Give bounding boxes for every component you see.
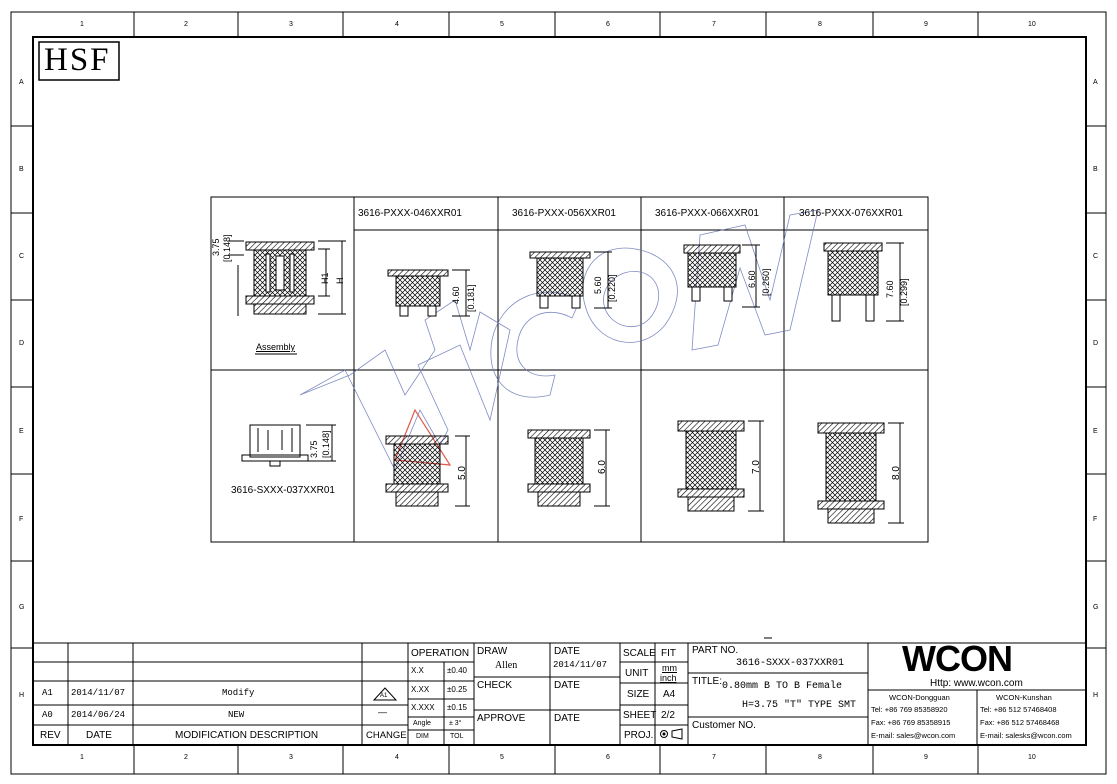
sheet-value: 2/2 — [661, 710, 675, 721]
kunshan-email: E-mail: salesks@wcon.com — [980, 731, 1072, 740]
kunshan-name: WCON-Kunshan — [996, 693, 1052, 702]
tol-angle-val: ± 3° — [449, 720, 462, 727]
draw-value: Allen — [495, 660, 518, 671]
stack-dim-6: 6.0 — [597, 460, 608, 474]
scale-label: SCALE — [623, 648, 656, 659]
zone-left-f: F — [19, 516, 24, 523]
plug-dim-076: 7.60 — [885, 280, 895, 298]
projection-symbol — [661, 729, 683, 739]
zone-left-d: D — [19, 340, 25, 347]
zone-bottom-5: 5 — [500, 754, 504, 761]
size-label: SIZE — [627, 689, 650, 700]
zone-top-6: 6 — [606, 21, 610, 28]
customer-no-label: Customer NO. — [692, 720, 756, 731]
zone-bottom-9: 9 — [924, 754, 928, 761]
zone-top-8: 8 — [818, 21, 822, 28]
header-046: 3616-PXXX-046XXR01 — [358, 208, 462, 219]
approve-label: APPROVE — [477, 713, 526, 724]
zone-right-f: F — [1093, 516, 1098, 523]
dongguan-email: E-mail: sales@wcon.com — [871, 731, 956, 740]
unit-label: UNIT — [625, 668, 649, 679]
check-date-label: DATE — [554, 680, 580, 691]
wcon-company-logo: WCON — [902, 638, 1012, 679]
plug-dim-066-inch: [0.260] — [761, 268, 771, 296]
tol-label: TOL — [450, 733, 464, 740]
socket-dim-inch: [0.148] — [321, 430, 331, 458]
zone-right-e: E — [1093, 428, 1098, 435]
rev-header: REV — [40, 730, 61, 741]
rev-a1-change: A1 — [380, 693, 388, 699]
plug-dim-046-inch: [0.181] — [466, 284, 476, 312]
zone-top-4: 4 — [395, 21, 399, 28]
rev-a0: A0 — [42, 710, 53, 720]
assembly-drawing — [228, 241, 346, 354]
unit-inch: inch — [660, 673, 677, 683]
part-no-value: 3616-SXXX-037XXR01 — [736, 658, 845, 669]
zone-left-h: H — [19, 692, 25, 699]
kunshan-fax: Fax: +86 512 57468468 — [980, 718, 1060, 727]
rev-a0-change: — — [378, 707, 387, 717]
plug-dim-056-inch: [0.220] — [607, 274, 617, 302]
tol-xxxx-val: ±0.15 — [447, 703, 467, 712]
operation-label: OPERATION — [411, 648, 470, 659]
dongguan-name: WCON-Dongguan — [889, 693, 950, 702]
assembly-label: Assembly — [256, 342, 296, 352]
tol-xxx-key: X.XX — [411, 685, 430, 694]
zone-top-2: 2 — [184, 21, 188, 28]
plug-dim-046: 4.60 — [451, 286, 461, 304]
zone-bottom-8: 8 — [818, 754, 822, 761]
stack-dim-8: 8.0 — [891, 466, 902, 480]
zone-right-a: A — [1093, 79, 1098, 86]
zone-top-3: 3 — [289, 21, 293, 28]
socket-label: 3616-SXXX-037XXR01 — [231, 485, 335, 496]
zone-right-h: H — [1093, 692, 1099, 699]
zone-left-e: E — [19, 428, 24, 435]
rev-a1-date: 2014/11/07 — [71, 688, 126, 698]
tol-xxx-val: ±0.25 — [447, 685, 467, 694]
zone-right-d: D — [1093, 340, 1099, 347]
company-url: Http: www.wcon.com — [930, 678, 1023, 689]
zone-bottom-4: 4 — [395, 754, 399, 761]
zone-bottom-7: 7 — [712, 754, 716, 761]
zone-top-9: 9 — [924, 21, 928, 28]
title-label: TITLE: — [692, 676, 723, 687]
rev-a1-desc: Modify — [222, 688, 255, 698]
change-header: CHANGE — [366, 730, 407, 741]
plug-dim-066: 6.60 — [747, 270, 757, 288]
rev-a0-desc: NEW — [228, 710, 245, 720]
size-value: A4 — [663, 689, 676, 700]
stack-dim-5: 5.0 — [457, 466, 468, 480]
rev-a0-date: 2014/06/24 — [71, 710, 126, 720]
hsf-logo: HSF — [44, 42, 111, 78]
assembly-h1: H1 — [320, 272, 330, 284]
unit-mm: mm — [662, 663, 677, 673]
tol-xx-key: X.X — [411, 666, 424, 675]
dim-label: DIM — [416, 733, 429, 740]
zone-bottom-1: 1 — [80, 754, 84, 761]
zone-top-10: 10 — [1028, 21, 1036, 28]
zone-left-g: G — [19, 604, 25, 611]
header-056: 3616-PXXX-056XXR01 — [512, 208, 616, 219]
tol-xxxx-key: X.XXX — [411, 703, 435, 712]
date-header: DATE — [86, 730, 112, 741]
zone-right-b: B — [1093, 166, 1098, 173]
zone-left-c: C — [19, 253, 25, 260]
stack-dim-7: 7.0 — [751, 460, 762, 474]
tol-angle-key: Angle — [413, 720, 431, 727]
plug-dim-076-inch: [0.299] — [899, 278, 909, 306]
assembly-dim-top-inch: [0.148] — [222, 234, 232, 262]
assembly-h: H — [335, 277, 345, 284]
title-line-1: 0.80mm B TO B Female — [722, 681, 843, 692]
socket-dim: 3.75 — [309, 440, 319, 458]
zone-right-c: C — [1093, 253, 1099, 260]
zone-left-a: A — [19, 79, 24, 86]
zone-bottom-10: 10 — [1028, 754, 1036, 761]
zone-top-7: 7 — [712, 21, 716, 28]
scale-value: FIT — [661, 648, 676, 659]
proj-label: PROJ. — [624, 730, 654, 741]
zone-right-g: G — [1093, 604, 1099, 611]
approve-date-label: DATE — [554, 713, 580, 724]
zone-top-5: 5 — [500, 21, 504, 28]
kunshan-tel: Tel: +86 512 57468408 — [980, 705, 1057, 714]
part-no-label: PART NO. — [692, 645, 739, 656]
check-label: CHECK — [477, 680, 513, 691]
header-066: 3616-PXXX-066XXR01 — [655, 208, 759, 219]
plug-dim-056: 5.60 — [593, 276, 603, 294]
date-value: 2014/11/07 — [553, 660, 608, 670]
dongguan-tel: Tel: +86 769 85358920 — [871, 705, 948, 714]
draw-label: DRAW — [477, 646, 508, 657]
zone-bottom-6: 6 — [606, 754, 610, 761]
description-header: MODIFICATION DESCRIPTION — [175, 730, 319, 741]
dongguan-fax: Fax: +86 769 85358915 — [871, 718, 951, 727]
zone-left-b: B — [19, 166, 24, 173]
tol-xx-val: ±0.40 — [447, 666, 467, 675]
title-line-2: H=3.75 "T" TYPE SMT — [742, 700, 857, 711]
zone-bottom-3: 3 — [289, 754, 293, 761]
zone-top-1: 1 — [80, 21, 84, 28]
date-label: DATE — [554, 646, 580, 657]
zone-bottom-2: 2 — [184, 754, 188, 761]
assembly-dim-top: 3.75 — [211, 238, 221, 256]
rev-a1: A1 — [42, 688, 53, 698]
sheet-label: SHEET — [623, 710, 657, 721]
header-076: 3616-PXXX-076XXR01 — [799, 208, 903, 219]
